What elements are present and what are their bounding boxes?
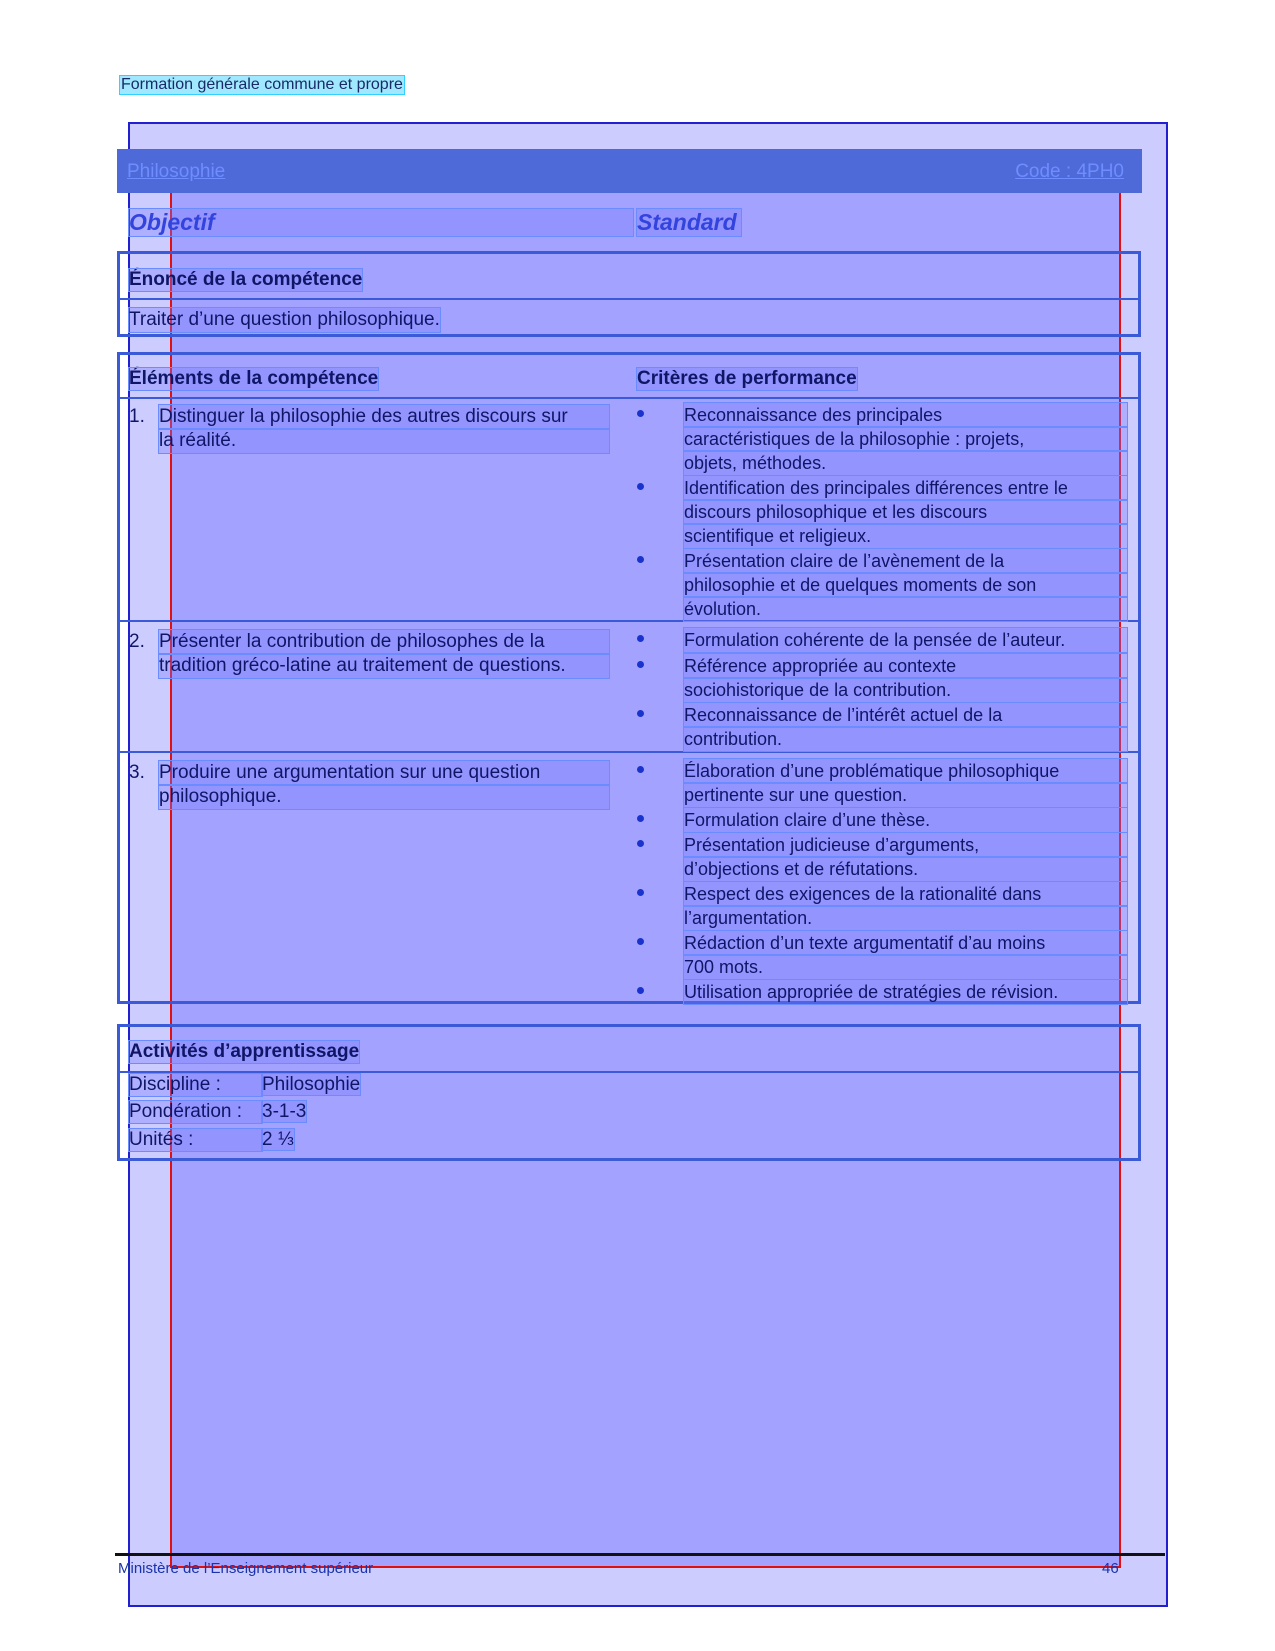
criterion-item (637, 980, 1127, 1004)
criterion-line: 700 mots. (684, 955, 1127, 979)
bullet-icon (637, 987, 644, 994)
criterion-line: Référence appropriée au contexte (684, 654, 1127, 678)
element-item-1 (129, 405, 609, 453)
footer-rule (115, 1553, 1165, 1556)
course-title-bar (117, 149, 1142, 193)
objectif-label: Objectif (129, 209, 633, 236)
element-number: 2. (129, 631, 145, 652)
course-name: Philosophie (127, 161, 226, 182)
standard-label: Standard (637, 209, 741, 236)
criterion-line: scientifique et religieux. (684, 524, 1127, 548)
bullet-icon (637, 661, 644, 668)
criterion-line: Utilisation appropriée de stratégies de révision. (684, 980, 1127, 1004)
criterion-line: Élaboration d’une problématique philosophique (684, 759, 1127, 783)
elements-heading: Éléments de la compétence (129, 368, 379, 389)
criterion-line: Présentation claire de l’avènement de la (684, 549, 1127, 573)
enonce-section (117, 251, 1141, 337)
page-number: 46 (1102, 1560, 1119, 1577)
criterion-line: caractéristiques de la philosophie : projets, (684, 427, 1127, 451)
criterion-item (637, 833, 1127, 881)
divider (120, 751, 1138, 753)
activite-row (129, 1129, 294, 1151)
activite-label: Pondération : (129, 1101, 262, 1123)
divider (120, 298, 1138, 300)
element-text-line: philosophique. (159, 785, 609, 809)
criterion-item (637, 654, 1127, 702)
criterion-line: pertinente sur une question. (684, 783, 1127, 807)
criterion-line: contribution. (684, 727, 1127, 751)
criterion-item (637, 808, 1127, 832)
criteria-heading: Critères de performance (637, 368, 857, 389)
activite-row (129, 1101, 306, 1123)
activite-label: Unités : (129, 1129, 262, 1151)
criterion-item (637, 476, 1127, 548)
divider (120, 1071, 1138, 1073)
criterion-line: Présentation judicieuse d’arguments, (684, 833, 1127, 857)
page-running-header: Formation générale commune et propre (121, 76, 403, 93)
bullet-icon (637, 766, 644, 773)
bullet-icon (637, 635, 644, 642)
element-text-line: tradition gréco-latine au traitement de questions. (159, 654, 609, 678)
criterion-line: sociohistorique de la contribution. (684, 678, 1127, 702)
element-text-line: Distinguer la philosophie des autres discours sur (159, 405, 609, 429)
element-item-2 (129, 630, 609, 678)
enonce-text: Traiter d’une question philosophique. (129, 309, 440, 330)
criterion-item (637, 549, 1127, 621)
element-text-line: Produire une argumentation sur une question (159, 761, 609, 785)
activite-row (129, 1074, 360, 1096)
criterion-line: Reconnaissance des principales (684, 403, 1127, 427)
criterion-line: Formulation cohérente de la pensée de l’auteur. (684, 628, 1127, 652)
footer-ministry: Ministère de l’Enseignement supérieur (118, 1560, 374, 1577)
criterion-line: discours philosophique et les discours (684, 500, 1127, 524)
criterion-item (637, 403, 1127, 475)
activite-value: 3-1-3 (262, 1101, 307, 1122)
criterion-line: Rédaction d’un texte argumentatif d’au moins (684, 931, 1127, 955)
criterion-line: Reconnaissance de l’intérêt actuel de la (684, 703, 1127, 727)
bullet-icon (637, 815, 644, 822)
element-number: 1. (129, 406, 145, 427)
bullet-icon (637, 556, 644, 563)
divider (120, 397, 1138, 399)
bullet-icon (637, 938, 644, 945)
bullet-icon (637, 840, 644, 847)
activites-heading: Activités d’apprentissage (129, 1041, 360, 1062)
element-text-line: la réalité. (159, 429, 609, 453)
course-code: Code : 4PH0 (1015, 161, 1124, 182)
activite-value: 2 ⅓ (262, 1129, 294, 1150)
criterion-line: objets, méthodes. (684, 451, 1127, 475)
criterion-line: d’objections et de réfutations. (684, 857, 1127, 881)
criterion-item (637, 759, 1127, 807)
bullet-icon (637, 483, 644, 490)
enonce-heading: Énoncé de la compétence (129, 269, 363, 290)
criterion-line: Respect des exigences de la rationalité dans (684, 882, 1127, 906)
criterion-item (637, 931, 1127, 979)
criterion-item (637, 882, 1127, 930)
activite-label: Discipline : (129, 1074, 262, 1096)
criterion-line: évolution. (684, 597, 1127, 621)
element-number: 3. (129, 762, 145, 783)
activite-value: Philosophie (262, 1074, 361, 1095)
bullet-icon (637, 410, 644, 417)
bullet-icon (637, 710, 644, 717)
criterion-item (637, 628, 1127, 652)
bullet-icon (637, 889, 644, 896)
criterion-line: l’argumentation. (684, 906, 1127, 930)
criterion-item (637, 703, 1127, 751)
criterion-line: Formulation claire d’une thèse. (684, 808, 1127, 832)
criterion-line: Identification des principales différences entre le (684, 476, 1127, 500)
element-item-3 (129, 761, 609, 809)
criterion-line: philosophie et de quelques moments de son (684, 573, 1127, 597)
element-text-line: Présenter la contribution de philosophes de la (159, 630, 609, 654)
